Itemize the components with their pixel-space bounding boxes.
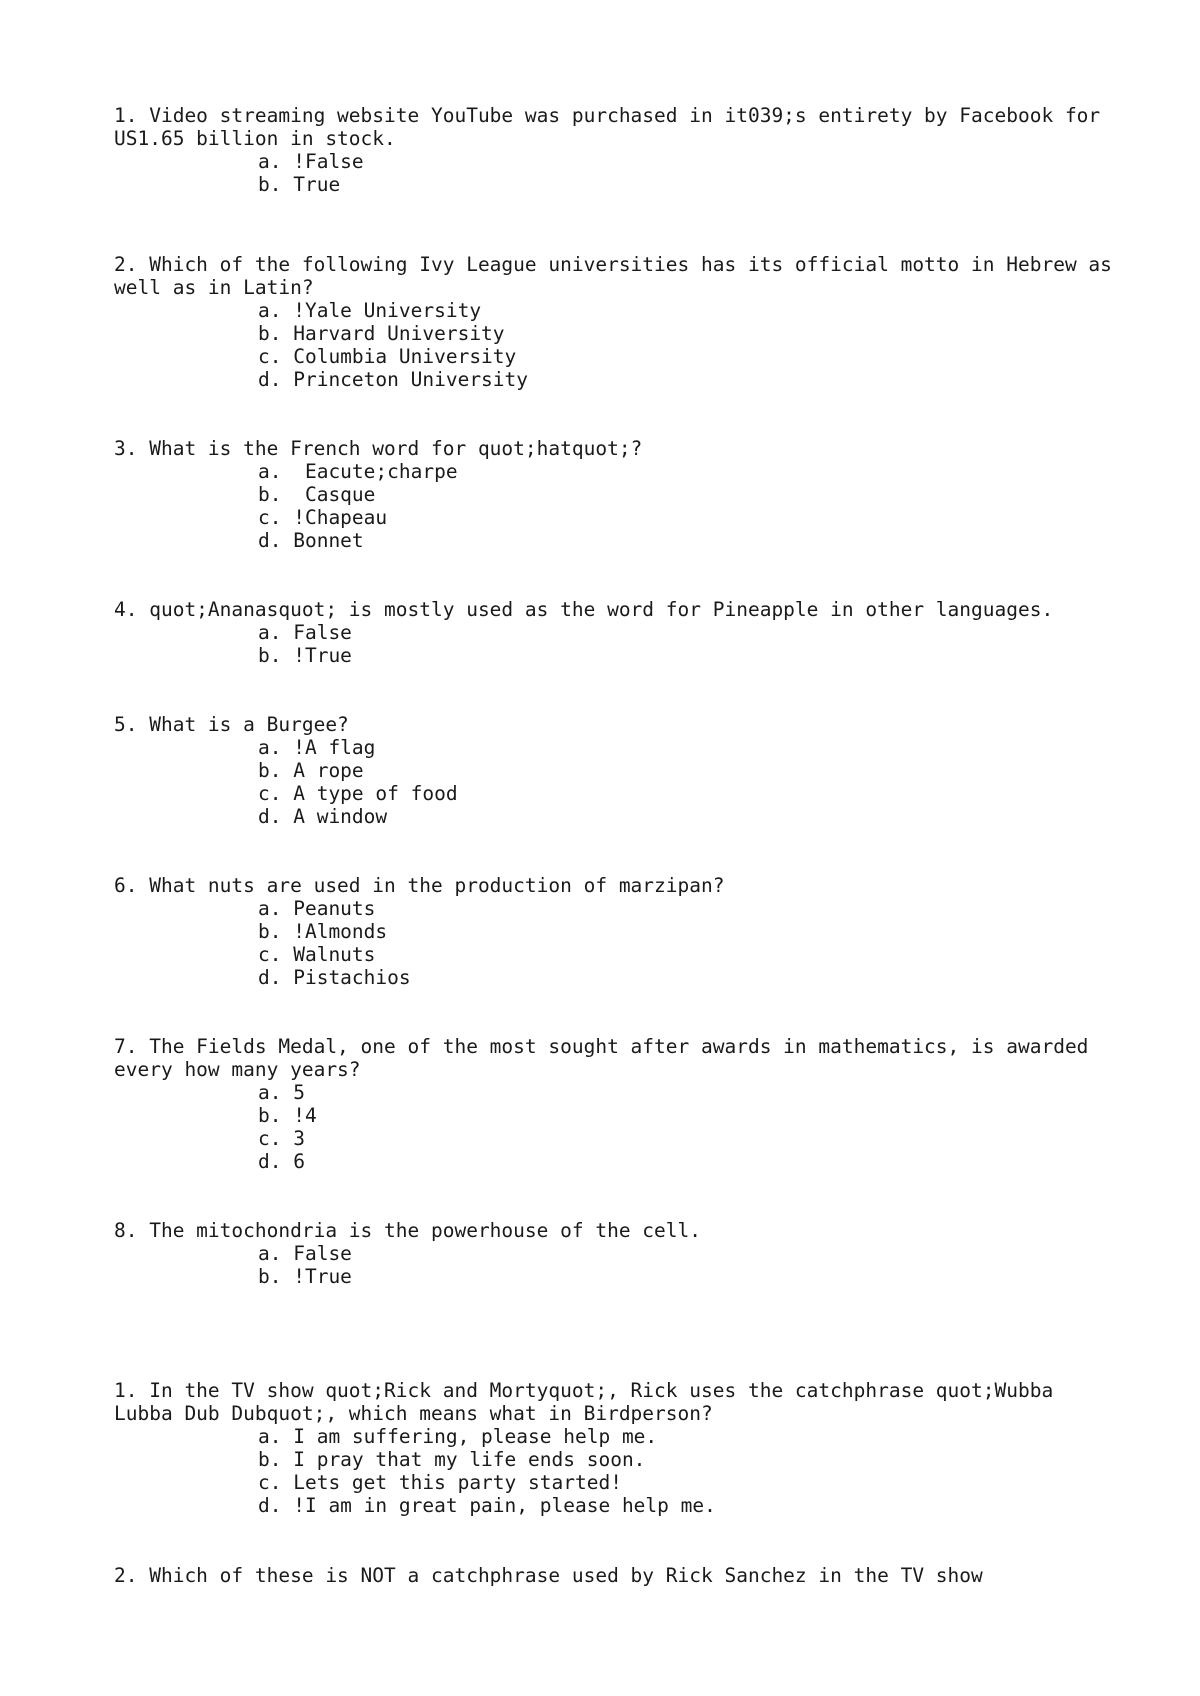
question-6	[114, 874, 1114, 989]
answer-option: a. !A flag	[258, 736, 376, 759]
question-3	[114, 437, 1114, 552]
answer-option: a. False	[258, 621, 352, 644]
question-stem: 7. The Fields Medal, one of the most sought after awards in mathematics, is awarded every how many years?	[114, 1035, 1101, 1081]
answer-option: b. !4	[258, 1104, 317, 1127]
answer-option: a. 5	[258, 1081, 305, 1104]
answer-option: c. !Chapeau	[258, 506, 388, 529]
answer-option: c. Columbia University	[258, 345, 517, 368]
answer-option: c. Lets get this party started!	[258, 1471, 622, 1494]
question-stem: 5. What is a Burgee?	[114, 713, 349, 736]
answer-option: a. Peanuts	[258, 897, 376, 920]
question-stem: 1. In the TV show quot;Rick and Mortyquot;, Rick uses the catchphrase quot;Wubba Lubba Dub Dubquot;, which means what in Birdperson?	[114, 1379, 1065, 1425]
question-4	[114, 598, 1114, 667]
question-2	[114, 253, 1124, 391]
question-8	[114, 1219, 1114, 1288]
answer-options	[114, 621, 1114, 667]
question-5	[114, 713, 1114, 828]
answer-options	[114, 299, 1114, 391]
answer-option: b. !True	[258, 644, 352, 667]
answer-option: c. 3	[258, 1127, 305, 1150]
question-stem: 6. What nuts are used in the production of marzipan?	[114, 874, 725, 897]
answer-option: a. False	[258, 1242, 352, 1265]
answer-option: a. I am suffering, please help me.	[258, 1425, 658, 1448]
question-7	[114, 1035, 1114, 1173]
answer-option: b. !Almonds	[258, 920, 388, 943]
answer-option: b. A rope	[258, 759, 364, 782]
question-stem: 4. quot;Ananasquot; is mostly used as the word for Pineapple in other languages.	[114, 598, 1054, 621]
answer-options	[114, 1425, 1114, 1517]
question-2-1	[114, 1379, 1114, 1517]
answer-option: d. 6	[258, 1150, 305, 1173]
answer-option: b. True	[258, 173, 341, 196]
answer-options	[114, 736, 1114, 828]
question-stem: 2. Which of the following Ivy League universities has its official motto in Hebrew as well as in Latin?	[114, 253, 1124, 299]
answer-options	[114, 150, 1114, 196]
answer-option: a. !Yale University	[258, 299, 482, 322]
answer-option: d. Bonnet	[258, 529, 364, 552]
question-2-2	[114, 1564, 1114, 1587]
answer-option: b. Casque	[258, 483, 376, 506]
question-1	[114, 104, 1114, 196]
answer-option: d. A window	[258, 805, 388, 828]
answer-option: d. Princeton University	[258, 368, 529, 391]
answer-option: b. Harvard University	[258, 322, 505, 345]
question-stem: 1. Video streaming website YouTube was purchased in it039;s entirety by Facebook for US1.65 billion in stock.	[114, 104, 1112, 150]
answer-option: b. I pray that my life ends soon.	[258, 1448, 646, 1471]
question-stem: 2. Which of these is NOT a catchphrase used by Rick Sanchez in the TV show	[114, 1564, 983, 1587]
answer-option: a. !False	[258, 150, 364, 173]
answer-options	[114, 1081, 1114, 1173]
answer-options	[114, 897, 1114, 989]
answer-option: d. Pistachios	[258, 966, 411, 989]
answer-option: c. A type of food	[258, 782, 458, 805]
question-stem: 3. What is the French word for quot;hatquot;?	[114, 437, 643, 460]
answer-option: d. !I am in great pain, please help me.	[258, 1494, 716, 1517]
answer-options	[114, 1242, 1114, 1288]
answer-option: a. Eacute;charpe	[258, 460, 458, 483]
answer-option: b. !True	[258, 1265, 352, 1288]
question-stem: 8. The mitochondria is the powerhouse of the cell.	[114, 1219, 701, 1242]
answer-option: c. Walnuts	[258, 943, 376, 966]
answer-options	[114, 460, 1114, 552]
